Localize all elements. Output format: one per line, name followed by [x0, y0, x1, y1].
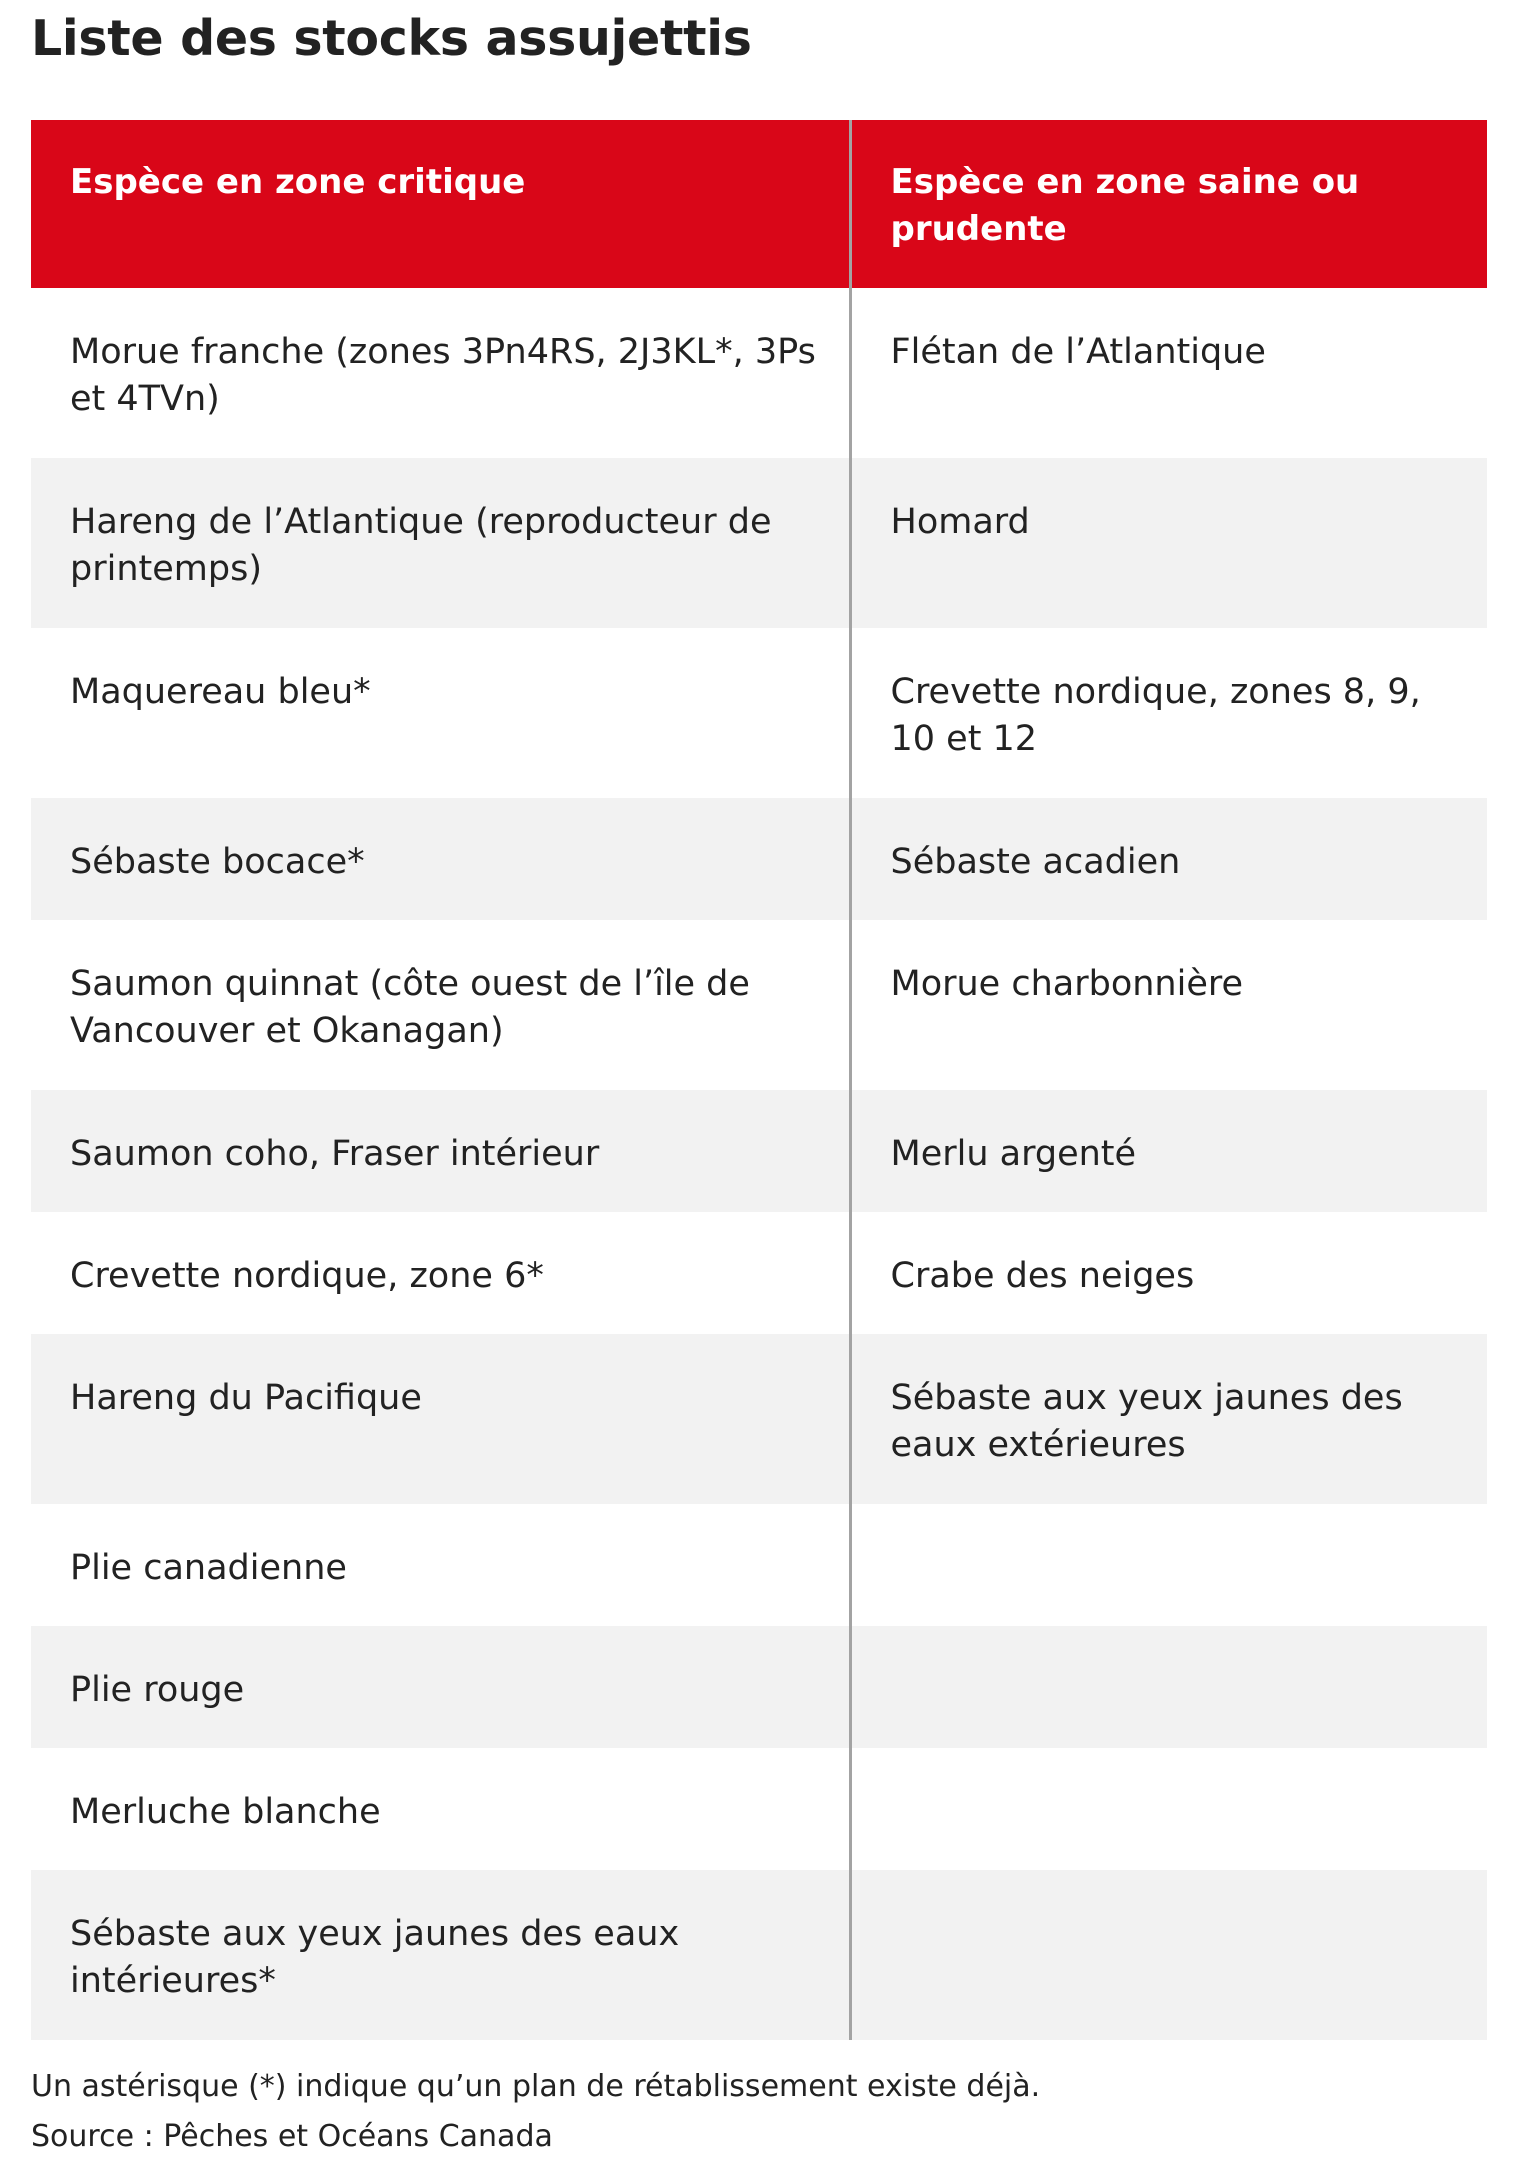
cell-critical: Plie rouge — [31, 1626, 850, 1748]
table-row — [31, 1504, 1487, 1626]
cell-critical: Maquereau bleu* — [31, 628, 850, 798]
cell-critical: Saumon quinnat (côte ouest de l’île de Vancouver et Okanagan) — [31, 920, 850, 1090]
cell-healthy — [850, 1504, 1487, 1626]
table-header-row — [31, 120, 1487, 288]
cell-healthy: Crevette nordique, zones 8, 9, 10 et 12 — [890, 672, 1421, 759]
cell-healthy: Morue charbonnière — [890, 964, 1244, 1004]
cell-critical: Sébaste bocace* — [31, 798, 850, 920]
stocks-table — [31, 120, 1487, 2040]
cell-critical: Sébaste aux yeux jaunes des eaux intérieures* — [31, 1870, 850, 2040]
cell-healthy: Crabe des neiges — [890, 1256, 1195, 1296]
cell-critical: Merluche blanche — [31, 1748, 850, 1870]
column-header-critical: Espèce en zone critique — [31, 120, 850, 288]
table-row — [31, 920, 1487, 1090]
table-row — [31, 798, 1487, 920]
table-row — [31, 1870, 1487, 2040]
cell-healthy: Flétan de l’Atlantique — [890, 332, 1266, 372]
cell-critical: Morue franche (zones 3Pn4RS, 2J3KL*, 3Ps et 4TVn) — [31, 288, 850, 458]
cell-critical: Hareng du Pacifique — [31, 1334, 850, 1504]
page-title: Liste des stocks assujettis — [31, 10, 752, 67]
table-row — [31, 1748, 1487, 1870]
footnote: Un astérisque (*) indique qu’un plan de rétablissement existe déjà. — [31, 2069, 1041, 2104]
table-row — [31, 1090, 1487, 1212]
cell-healthy: Homard — [850, 458, 1487, 628]
table-row — [31, 288, 1487, 458]
table-row — [31, 1212, 1487, 1334]
cell-critical: Plie canadienne — [31, 1504, 850, 1626]
table-row — [31, 458, 1487, 628]
table-row — [31, 1626, 1487, 1748]
cell-healthy — [850, 1748, 1487, 1870]
cell-healthy — [850, 1626, 1487, 1748]
column-header-healthy: Espèce en zone saine ou prudente — [850, 120, 1487, 288]
table-row — [31, 1334, 1487, 1504]
cell-critical: Crevette nordique, zone 6* — [31, 1212, 850, 1334]
cell-healthy: Sébaste acadien — [850, 798, 1487, 920]
cell-healthy: Merlu argenté — [850, 1090, 1487, 1212]
source-note: Source : Pêches et Océans Canada — [31, 2119, 553, 2154]
cell-healthy: Sébaste aux yeux jaunes des eaux extérieures — [850, 1334, 1487, 1504]
cell-critical: Saumon coho, Fraser intérieur — [31, 1090, 850, 1212]
table-row — [31, 628, 1487, 798]
cell-healthy — [850, 1870, 1487, 2040]
cell-critical: Hareng de l’Atlantique (reproducteur de printemps) — [31, 458, 850, 628]
